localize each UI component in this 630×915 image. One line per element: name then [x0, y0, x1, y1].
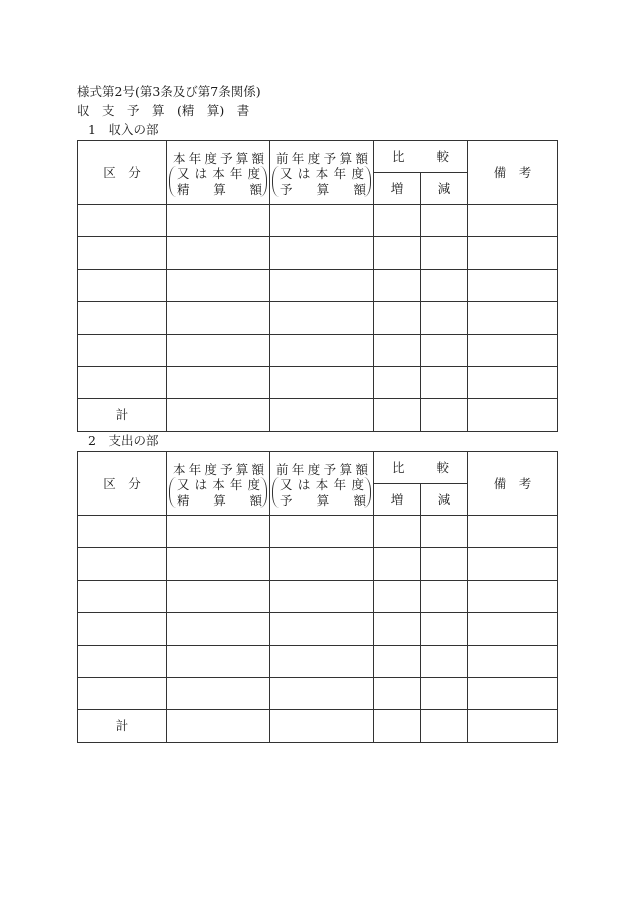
decrease-cell: [421, 710, 468, 742]
remarks-cell: [468, 516, 558, 548]
increase-cell: [374, 269, 421, 301]
total-label: 計: [78, 710, 167, 742]
current-amount-header: [167, 141, 270, 205]
glyph: 算: [235, 461, 249, 477]
increase-cell: [374, 334, 421, 366]
category-cell: [78, 205, 167, 237]
glyph: 本: [315, 165, 329, 181]
current-amount-header-line-1: [173, 152, 264, 166]
remarks-cell: [468, 334, 558, 366]
glyph: 算: [339, 461, 353, 477]
category-cell: [78, 334, 167, 366]
glyph: 比: [392, 148, 405, 164]
glyph: 予: [280, 492, 293, 508]
increase-cell: [374, 645, 421, 677]
glyph: 額: [355, 461, 368, 477]
current-amount-header-line-2: [177, 167, 260, 181]
increase-cell: [374, 366, 421, 398]
remarks-cell: [468, 613, 558, 645]
decrease-cell: [421, 237, 468, 269]
decrease-cell: [421, 205, 468, 237]
previous-amount-cell: [270, 710, 374, 742]
glyph: 額: [353, 181, 366, 197]
category-cell: [78, 302, 167, 334]
current-amount-cell: [167, 645, 270, 677]
previous-amount-cell: [270, 334, 374, 366]
current-amount-cell: [167, 237, 270, 269]
glyph: 額: [251, 150, 264, 166]
decrease-cell: [421, 334, 468, 366]
glyph: 又: [280, 165, 293, 181]
glyph: 度: [204, 150, 217, 166]
current-amount-cell: [167, 399, 270, 431]
glyph: 又: [177, 476, 190, 492]
glyph: 算: [213, 492, 226, 508]
current-amount-cell: [167, 710, 270, 742]
glyph: 額: [249, 181, 262, 197]
decrease-cell: [421, 580, 468, 612]
glyph: は: [297, 165, 311, 181]
glyph: 算: [339, 150, 353, 166]
category-cell: [78, 645, 167, 677]
current-amount-cell: [167, 205, 270, 237]
decrease-cell: [421, 613, 468, 645]
decrease-cell: [421, 366, 468, 398]
category-cell: [78, 548, 167, 580]
glyph: 本: [212, 165, 225, 181]
current-amount-cell: [167, 366, 270, 398]
increase-cell: [374, 710, 421, 742]
remarks-header: 備 考: [468, 141, 558, 205]
glyph: 算: [316, 492, 330, 508]
increase-cell: [374, 677, 421, 709]
previous-amount-header: [270, 141, 374, 205]
section-heading-expenditure: 2 支出の部: [88, 433, 159, 448]
glyph: 度: [351, 476, 364, 492]
table-row: [78, 302, 558, 334]
glyph: 年: [188, 461, 202, 477]
glyph: 年: [229, 165, 243, 181]
glyph: 本: [315, 476, 329, 492]
previous-amount-cell: [270, 399, 374, 431]
decrease-cell: [421, 269, 468, 301]
previous-amount-header-line-3: [280, 494, 366, 508]
current-amount-cell: [167, 269, 270, 301]
form-number: 様式第2号(第3条及び第7条関係): [77, 84, 261, 99]
decrease-cell: [421, 399, 468, 431]
previous-amount-cell: [270, 366, 374, 398]
category-cell: [78, 366, 167, 398]
remarks-cell: [468, 580, 558, 612]
table-row: [78, 580, 558, 612]
glyph: 年: [229, 476, 243, 492]
previous-amount-cell: [270, 516, 374, 548]
glyph: 比: [392, 459, 405, 475]
decrease-cell: [421, 677, 468, 709]
glyph: 額: [251, 461, 264, 477]
glyph: 本: [173, 150, 186, 166]
previous-amount-header: [270, 452, 374, 516]
glyph: 予: [323, 150, 337, 166]
table-row: [78, 548, 558, 580]
decrease-cell: [421, 548, 468, 580]
previous-amount-cell: [270, 302, 374, 334]
comparison-header: [374, 141, 468, 173]
previous-amount-header-line-1: [276, 463, 368, 477]
glyph: 算: [316, 181, 330, 197]
current-amount-cell: [167, 677, 270, 709]
previous-amount-cell: [270, 548, 374, 580]
glyph: 度: [204, 461, 217, 477]
glyph: は: [194, 165, 208, 181]
current-amount-cell: [167, 334, 270, 366]
glyph: 額: [355, 150, 368, 166]
glyph: [414, 461, 427, 475]
increase-header: 増: [374, 484, 421, 516]
remarks-cell: [468, 302, 558, 334]
category-cell: [78, 516, 167, 548]
glyph: 精: [177, 492, 190, 508]
header-row: [78, 141, 558, 173]
glyph: 度: [247, 476, 260, 492]
decrease-cell: [421, 302, 468, 334]
increase-cell: [374, 302, 421, 334]
previous-amount-header-box: [270, 453, 373, 515]
glyph: 本: [212, 476, 225, 492]
previous-amount-header-line-1: [276, 152, 368, 166]
increase-header: 増: [374, 173, 421, 205]
current-amount-header: [167, 452, 270, 516]
comparison-header-label: [374, 461, 467, 475]
remarks-cell: [468, 237, 558, 269]
table-row: [78, 334, 558, 366]
increase-cell: [374, 516, 421, 548]
glyph: 年: [291, 150, 305, 166]
category-cell: [78, 237, 167, 269]
table-row: [78, 613, 558, 645]
current-amount-header-line-3: [177, 494, 262, 508]
current-amount-cell: [167, 580, 270, 612]
glyph: 前: [276, 150, 289, 166]
glyph: は: [194, 476, 208, 492]
decrease-cell: [421, 516, 468, 548]
glyph: 又: [177, 165, 190, 181]
section-heading-income: 1 収入の部: [88, 122, 159, 137]
current-amount-header-line-3: [177, 183, 262, 197]
previous-amount-cell: [270, 580, 374, 612]
increase-cell: [374, 399, 421, 431]
glyph: 年: [291, 461, 305, 477]
current-amount-header-box: [167, 142, 269, 204]
increase-cell: [374, 580, 421, 612]
table-row: [78, 205, 558, 237]
increase-cell: [374, 613, 421, 645]
current-amount-cell: [167, 516, 270, 548]
glyph: 較: [436, 459, 450, 475]
category-cell: [78, 613, 167, 645]
comparison-header: [374, 452, 468, 484]
glyph: 度: [307, 150, 321, 166]
glyph: 前: [276, 461, 289, 477]
table-row: [78, 269, 558, 301]
glyph: [414, 150, 427, 164]
decrease-header: 減: [421, 484, 468, 516]
previous-amount-header-line-2: [280, 167, 364, 181]
document-title: 収 支 予 算 (精 算) 書: [77, 103, 250, 118]
table-row: [78, 516, 558, 548]
glyph: 度: [307, 461, 321, 477]
glyph: 較: [436, 148, 450, 164]
expenditure-table: [77, 451, 558, 743]
remarks-cell: [468, 548, 558, 580]
previous-amount-cell: [270, 677, 374, 709]
current-amount-header-line-1: [173, 463, 264, 477]
remarks-cell: [468, 205, 558, 237]
category-header: 区 分: [78, 452, 167, 516]
increase-cell: [374, 548, 421, 580]
previous-amount-header-line-3: [280, 183, 366, 197]
remarks-cell: [468, 645, 558, 677]
glyph: 額: [249, 492, 262, 508]
category-cell: [78, 580, 167, 612]
glyph: 算: [213, 181, 226, 197]
glyph: 本: [173, 461, 186, 477]
glyph: 額: [353, 492, 366, 508]
total-label: 計: [78, 399, 167, 431]
previous-amount-cell: [270, 269, 374, 301]
table-row: [78, 645, 558, 677]
current-amount-header-box: [167, 453, 269, 515]
previous-amount-cell: [270, 613, 374, 645]
glyph: 度: [351, 165, 364, 181]
current-amount-cell: [167, 548, 270, 580]
total-row: [78, 710, 558, 742]
category-cell: [78, 677, 167, 709]
glyph: 算: [235, 150, 249, 166]
glyph: 予: [280, 181, 293, 197]
remarks-cell: [468, 366, 558, 398]
increase-cell: [374, 205, 421, 237]
current-amount-cell: [167, 613, 270, 645]
decrease-cell: [421, 645, 468, 677]
remarks-cell: [468, 399, 558, 431]
comparison-header-label: [374, 150, 467, 164]
decrease-header: 減: [421, 173, 468, 205]
glyph: 度: [247, 165, 260, 181]
current-amount-header-line-2: [177, 478, 260, 492]
category-header: 区 分: [78, 141, 167, 205]
glyph: 精: [177, 181, 190, 197]
glyph: は: [297, 476, 311, 492]
previous-amount-cell: [270, 205, 374, 237]
glyph: 予: [220, 461, 233, 477]
income-table: [77, 140, 558, 432]
glyph: 年: [333, 476, 347, 492]
table-row: [78, 366, 558, 398]
remarks-cell: [468, 269, 558, 301]
increase-cell: [374, 237, 421, 269]
table-row: [78, 237, 558, 269]
category-cell: [78, 269, 167, 301]
glyph: 又: [280, 476, 293, 492]
previous-amount-cell: [270, 645, 374, 677]
previous-amount-cell: [270, 237, 374, 269]
remarks-header: 備 考: [468, 452, 558, 516]
previous-amount-header-line-2: [280, 478, 364, 492]
glyph: 予: [220, 150, 233, 166]
total-row: [78, 399, 558, 431]
current-amount-cell: [167, 302, 270, 334]
glyph: 年: [188, 150, 202, 166]
glyph: 予: [323, 461, 337, 477]
remarks-cell: [468, 710, 558, 742]
table-row: [78, 677, 558, 709]
header-row: [78, 452, 558, 484]
previous-amount-header-box: [270, 142, 373, 204]
glyph: 年: [333, 165, 347, 181]
remarks-cell: [468, 677, 558, 709]
